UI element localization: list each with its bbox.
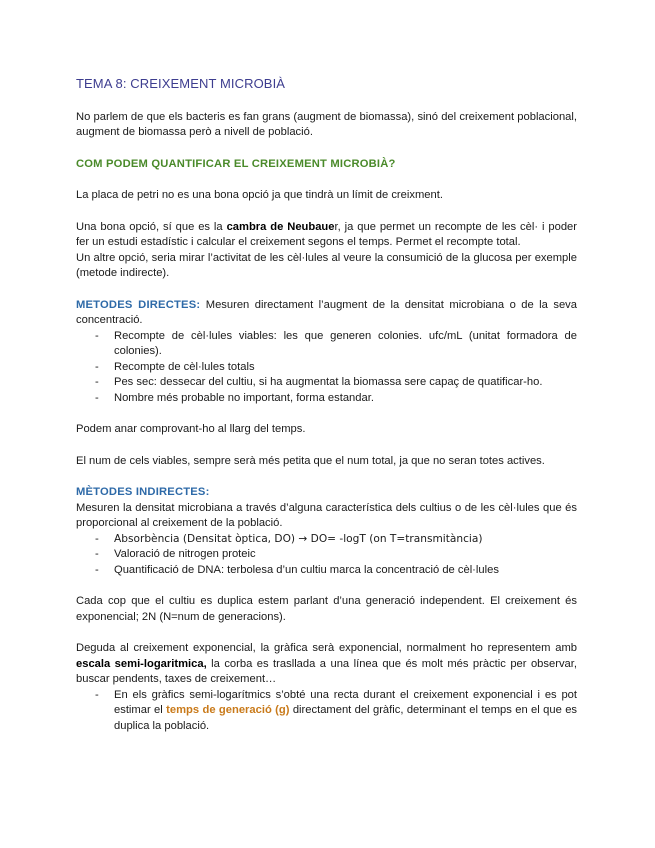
list-item: - Valoració de nitrogen proteic (114, 547, 577, 563)
list-item: - En els gràfics semi-logarítmics s’obté una recta durant el creixement exponencial i es pot estimar el temps de generació (g) directament del gràfic, determinant el temps en el que es duplica la població. (114, 688, 577, 735)
list-item: - Nombre més probable no important, forma estandar. (114, 391, 577, 407)
direct-methods-label: METODES DIRECTES: (76, 298, 201, 311)
semilog-paragraph: Deguda al creixement exponencial, la gràfica serà exponencial, normalment ho representem amb escala semi-logaritmica, la corba es trasllada a una línea que és molt més pràctic per observar, buscar pendents, taxes de creixement… (76, 642, 577, 685)
document-content (76, 76, 577, 734)
page-title: TEMA 8: CREIXEMENT MICROBIÀ (76, 76, 286, 91)
semilog-term: escala semi-logaritmica, (76, 657, 207, 670)
list-item: - Recompte de cèl·lules totals (114, 360, 577, 376)
neubauer-term: cambra de Neubaue (226, 220, 335, 233)
indirect-methods-label: MÈTODES INDIRECTES: (76, 486, 210, 498)
glucose-paragraph: Un altre opció, seria mirar l’activitat de les cèl·lules al veure la consumició de la glucosa per exemple (metode indirecte). (76, 251, 577, 279)
generation-paragraph: Cada cop que el cultiu es duplica estem parlant d’una generació independent. El creixement és exponencial; 2N (N=num de generacions). (76, 595, 577, 623)
neubauer-paragraph: Una bona opció, sí que es la cambra de Neubauer, ja que permet un recompte de les cèl· i poder fer un estudi estadístic i calcular el creixement segons el temps. Permet el recompte total. (76, 220, 577, 248)
indirect-methods-list (76, 532, 577, 579)
indirect-methods-paragraph: Mesuren la densitat microbiana a través d’alguna característica dels cultius o de les cèl·lules que és proporcional al creixement de la població. (76, 501, 577, 529)
direct-methods-list (76, 329, 577, 407)
generation-time-term: temps de generació (g) (166, 704, 290, 716)
list-item: - Pes sec: dessecar del cultiu, si ha augmentat la biomassa sere capaç de quatificar-ho. (114, 375, 577, 391)
section-heading-quantify: COM PODEM QUANTIFICAR EL CREIXEMENT MICROBIÀ? (76, 157, 396, 170)
petri-paragraph: La placa de petri no es una bona opció ja que tindrà un límit de creixment. (76, 189, 443, 201)
list-item: - Quantificació de DNA: terbolesa d’un cultiu marca la concentració de cèl·lules (114, 563, 577, 579)
direct-methods-paragraph: METODES DIRECTES: Mesuren directament l’augment de la densitat microbiana o de la seva concentració. (76, 298, 577, 326)
semilog-list (76, 688, 577, 735)
list-item: - Recompte de cèl·lules viables: les que generen colonies. ufc/mL (unitat formadora de colonies). (114, 329, 577, 360)
list-item: - Absorbència (Densitat òptica, DO) → DO= -logT (on T=transmitància) (114, 532, 577, 548)
over-time-paragraph: Podem anar comprovant-ho al llarg del temps. (76, 423, 306, 435)
viable-cells-paragraph: El num de cels viables, sempre serà més petita que el num total, ja que no seran totes actives. (76, 454, 545, 467)
intro-paragraph: No parlem de que els bacteris es fan grans (augment de biomassa), sinó del creixement poblacional, augment de biomassa però a nivell de població. (76, 110, 577, 138)
